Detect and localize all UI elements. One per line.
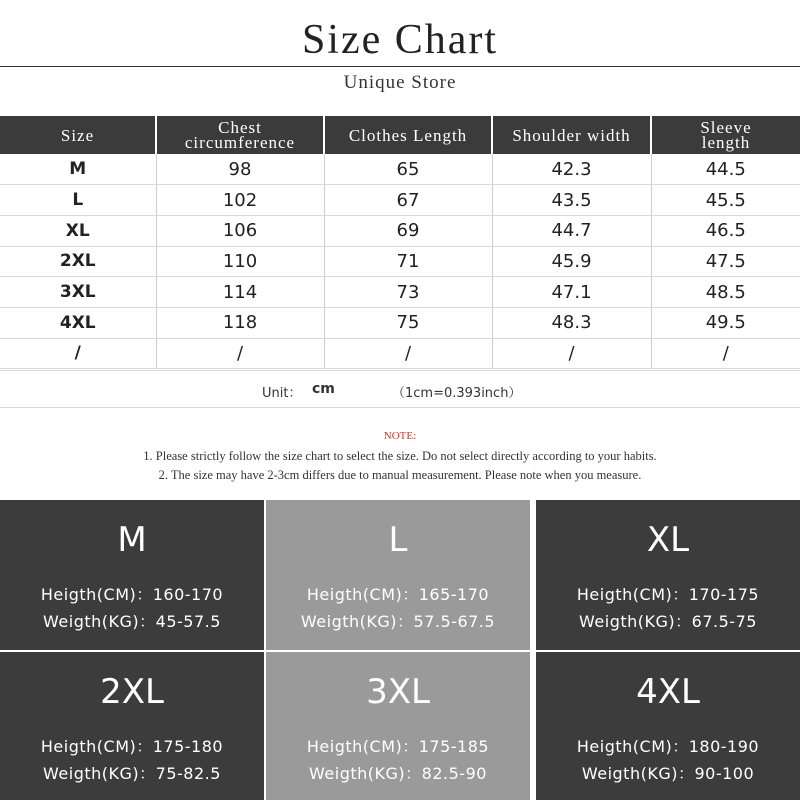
- size-cell: 2XL: [0, 246, 156, 277]
- tile-weight-range: Weigth(KG)：45-57.5: [43, 612, 221, 631]
- tile-weight-range: Weigth(KG)：57.5-67.5: [300, 612, 496, 631]
- size-tile: [266, 500, 530, 650]
- table-cell: 43.5: [492, 185, 651, 216]
- table-cell: 48.5: [651, 277, 800, 308]
- tile-height-range: Heigth(CM)：175-185: [306, 737, 490, 756]
- table-header-row: [0, 116, 800, 154]
- header-text: Shoulder width: [512, 125, 631, 145]
- tile-weight-range: Weigth(KG)：90-100: [581, 764, 755, 783]
- unit-value: cm: [312, 381, 335, 397]
- table-cell: /: [324, 338, 492, 369]
- header-text: Size: [60, 125, 95, 145]
- header-sleeve-length: [651, 116, 800, 154]
- table-cell: 65: [324, 154, 492, 185]
- tile-size-label: L: [388, 520, 408, 560]
- table-cell: 48.3: [492, 307, 651, 338]
- table-row: [0, 338, 800, 369]
- table-cell: 45.9: [492, 246, 651, 277]
- size-tile: [536, 652, 800, 800]
- note-line: 2. The size may have 2-3cm differs due to manual measurement. Please note when you measure.: [158, 468, 642, 482]
- header-text: Chest: [218, 118, 262, 137]
- unit-conversion: （1cm=0.393inch）: [392, 386, 522, 401]
- tile-weight-range: Weigth(KG)：75-82.5: [43, 764, 221, 783]
- size-table: [0, 116, 800, 369]
- table-cell: 45.5: [651, 185, 800, 216]
- table-cell: 110: [156, 246, 324, 277]
- note-line: 1. Please strictly follow the size chart to select the size. Do not select directly according to your habits.: [143, 449, 657, 463]
- table-cell: 44.5: [651, 154, 800, 185]
- table-cell: 98: [156, 154, 324, 185]
- tile-height-range: Heigth(CM)：180-190: [576, 737, 760, 756]
- table-cell: 44.7: [492, 215, 651, 246]
- table-cell: 67: [324, 185, 492, 216]
- size-tile: [266, 652, 530, 800]
- table-row: [0, 185, 800, 216]
- table-cell: 47.5: [651, 246, 800, 277]
- tile-size-label: 4XL: [636, 672, 700, 712]
- table-row: [0, 154, 800, 185]
- size-cell: /: [0, 338, 156, 369]
- size-cell: M: [0, 154, 156, 185]
- table-cell: 69: [324, 215, 492, 246]
- page-title: Size Chart: [301, 17, 499, 63]
- size-cell: L: [0, 185, 156, 216]
- tile-height-range: Heigth(CM)：160-170: [40, 585, 224, 604]
- header-text: circumference: [184, 133, 296, 152]
- tile-size-label: XL: [646, 520, 690, 560]
- header-text: length: [701, 133, 751, 152]
- tile-weight-range: Weigth(KG)：67.5-75: [579, 612, 757, 631]
- store-name: Unique Store: [343, 72, 457, 93]
- tile-height-range: Heigth(CM)：170-175: [576, 585, 760, 604]
- table-row: [0, 277, 800, 308]
- header-text: Sleeve: [700, 118, 752, 137]
- table-cell: 75: [324, 307, 492, 338]
- table-cell: 46.5: [651, 215, 800, 246]
- table-cell: /: [651, 338, 800, 369]
- table-row: [0, 246, 800, 277]
- table-cell: 47.1: [492, 277, 651, 308]
- table-cell: /: [156, 338, 324, 369]
- header-size: [0, 116, 156, 154]
- table-cell: 71: [324, 246, 492, 277]
- tile-size-label: 3XL: [366, 672, 430, 712]
- size-cell: 4XL: [0, 307, 156, 338]
- unit-label: Unit：: [262, 386, 302, 401]
- header-text: Clothes Length: [348, 125, 468, 145]
- table-cell: /: [492, 338, 651, 369]
- tile-size-label: 2XL: [100, 672, 164, 712]
- table-cell: 114: [156, 277, 324, 308]
- size-cell: XL: [0, 215, 156, 246]
- title-divider: [0, 66, 800, 67]
- size-tile: [0, 500, 264, 650]
- table-cell: 42.3: [492, 154, 651, 185]
- header-shoulder-width: [492, 116, 651, 154]
- size-tile: [0, 652, 264, 800]
- table-row: [0, 215, 800, 246]
- table-cell: 102: [156, 185, 324, 216]
- tile-height-range: Heigth(CM)：165-170: [306, 585, 490, 604]
- table-cell: 106: [156, 215, 324, 246]
- size-cell: 3XL: [0, 277, 156, 308]
- unit-row: [0, 370, 800, 408]
- size-tile: [536, 500, 800, 650]
- tile-weight-range: Weigth(KG)：82.5-90: [309, 764, 487, 783]
- tile-height-range: Heigth(CM)：175-180: [40, 737, 224, 756]
- size-recommendation-grid: [0, 500, 800, 800]
- header-clothes-length: [324, 116, 492, 154]
- tile-size-label: M: [117, 520, 147, 560]
- table-cell: 73: [324, 277, 492, 308]
- note-title: NOTE:: [383, 430, 417, 442]
- table-cell: 49.5: [651, 307, 800, 338]
- table-cell: 118: [156, 307, 324, 338]
- table-row: [0, 307, 800, 338]
- header-chest: [156, 116, 324, 154]
